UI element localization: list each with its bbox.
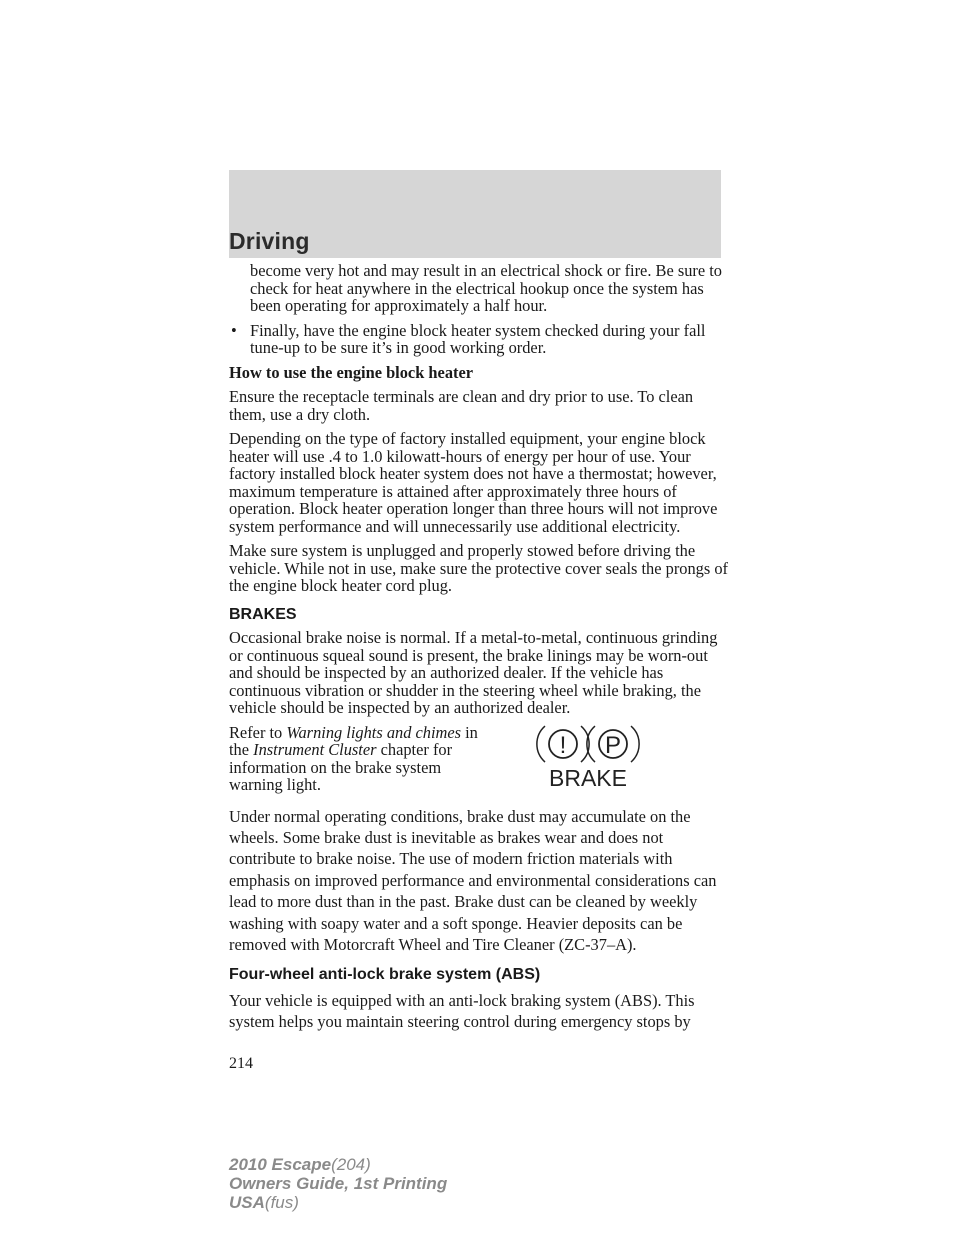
brake-icon-exclamation: !	[559, 731, 567, 759]
refer-middle: in the	[229, 722, 478, 759]
footer-model: 2010 Escape	[229, 1155, 332, 1174]
refer-block	[229, 724, 729, 792]
heading-brakes: BRAKES	[229, 605, 297, 623]
footer-model-code: (204)	[331, 1155, 371, 1174]
refer-paragraph	[229, 724, 479, 794]
paragraph-unplugged: Make sure system is unplugged and properly stowed before driving the vehicle. While not in use, make sure the protective cover seals the prongs of the engine block heater cord plug.	[229, 541, 728, 595]
section-title: Driving	[229, 228, 310, 254]
refer-link-warning-lights: Warning lights and chimes	[286, 722, 462, 742]
heading-how-to-use: How to use the engine block heater	[229, 362, 474, 382]
brake-dust-block	[229, 806, 729, 956]
bullet-symbol: •	[231, 320, 237, 340]
brake-warning-icon	[531, 722, 651, 788]
bullet-item	[229, 322, 729, 357]
print-footer	[229, 1155, 447, 1212]
footer-line-1	[229, 1155, 447, 1174]
heading-abs: Four-wheel anti-lock brake system (ABS)	[229, 966, 541, 984]
footer-market-code: (fus)	[264, 1193, 299, 1212]
paragraph-clean: Ensure the receptacle terminals are clean and dry prior to use. To clean them, use a dry cloth.	[229, 387, 694, 424]
paragraph-brake-dust: Under normal operating conditions, brake dust may accumulate on the wheels. Some brake dust is inevitable as brakes wear and does not contribute to brake noise. The use of modern friction materials with emphasis on improved performance and environmental considerations can lead to more dust than in the past. Brake dust can be cleaned by weekly washing with soapy water and a soft sponge. Heavier deposits can be removed with Motorcraft Wheel and Tire Cleaner (ZC-37–A).	[229, 806, 717, 954]
paragraph-depending: Depending on the type of factory installed equipment, your engine block heater will use .4 to 1.0 kilowatt-hours of energy per hour of use. Your factory installed block heater system does not have a thermostat; however, maximum temperature is attained after approximately three hours of operation. Block heater operation longer than three hours will not improve system performance and will unnecessarily use additional electricity.	[229, 429, 718, 536]
refer-suffix: chapter for information on the brake system warning light.	[229, 740, 453, 794]
refer-link-instrument-cluster: Instrument Cluster	[253, 740, 377, 759]
bullet-text: Finally, have the engine block heater system checked during your fall tune-up to be sure it’s in good working order.	[250, 320, 706, 357]
refer-prefix: Refer to	[229, 722, 287, 742]
paragraph-brake-noise: Occasional brake noise is normal. If a metal-to-metal, continuous grinding or continuous squeal sound is present, the brake linings may be worn-out and should be inspected by an authorized dealer. If the vehicle has continuous vibration or shudder in the steering wheel while braking, the vehicle should be inspected by an authorized dealer.	[229, 628, 718, 717]
footer-market: USA	[229, 1193, 265, 1212]
continued-paragraph: become very hot and may result in an electrical shock or fire. Be sure to check for heat anywhere in the electrical hookup once the system has been operating for approximately a half hour.	[250, 261, 722, 315]
paragraph-abs: Your vehicle is equipped with an anti-lock braking system (ABS). This system helps you maintain steering control during emergency stops by	[229, 990, 695, 1032]
brake-icon-p: P	[604, 731, 622, 759]
abs-block	[229, 990, 729, 1033]
brake-icon-label: BRAKE	[549, 764, 627, 788]
page-content	[229, 262, 729, 1040]
footer-line-2: Owners Guide, 1st Printing	[229, 1174, 448, 1193]
footer-line-3	[229, 1193, 447, 1212]
page-number: 214	[229, 1055, 253, 1072]
